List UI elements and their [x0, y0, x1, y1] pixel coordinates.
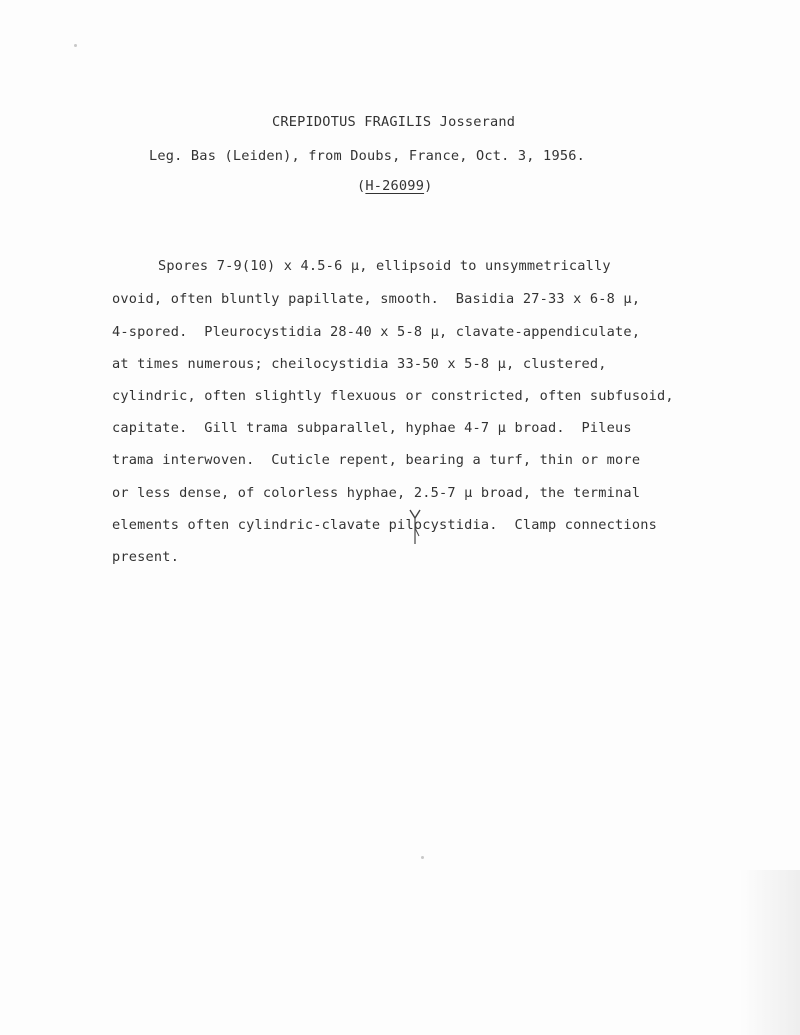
description-line-8: or less dense, of colorless hyphae, 2.5-7 µ broad, the terminal	[112, 485, 641, 501]
description-line-2: ovoid, often bluntly papillate, smooth. Basidia 27-33 x 6-8 µ,	[112, 291, 641, 307]
accession-paren-close: )	[424, 178, 433, 194]
description-line-1: Spores 7-9(10) x 4.5-6 µ, ellipsoid to unsymmetrically	[158, 258, 611, 274]
accession-paren-open: (	[357, 178, 366, 194]
page-edge-shadow	[740, 870, 800, 1035]
paper-speck	[74, 44, 77, 47]
description-line-9: elements often cylindric-clavate pilocystidia. Clamp connections	[112, 517, 657, 533]
description-line-7: trama interwoven. Cuticle repent, bearing a turf, thin or more	[112, 452, 641, 468]
description-line-4: at times numerous; cheilocystidia 33-50 x 5-8 µ, clustered,	[112, 356, 607, 372]
description-line-5: cylindric, often slightly flexuous or constricted, often subfusoid,	[112, 388, 674, 404]
collection-legend: Leg. Bas (Leiden), from Doubs, France, Oct. 3, 1956.	[149, 148, 585, 164]
accession-code: H-26099	[365, 178, 425, 194]
insertion-caret-mark	[408, 506, 422, 546]
description-line-3: 4-spored. Pleurocystidia 28-40 x 5-8 µ, clavate-appendiculate,	[112, 324, 641, 340]
accession-number	[357, 178, 432, 194]
description-line-10: present.	[112, 549, 180, 565]
description-line-6: capitate. Gill trama subparallel, hyphae 4-7 µ broad. Pileus	[112, 420, 632, 436]
paper-speck	[421, 856, 424, 859]
species-title: CREPIDOTUS FRAGILIS Josserand	[272, 114, 516, 130]
